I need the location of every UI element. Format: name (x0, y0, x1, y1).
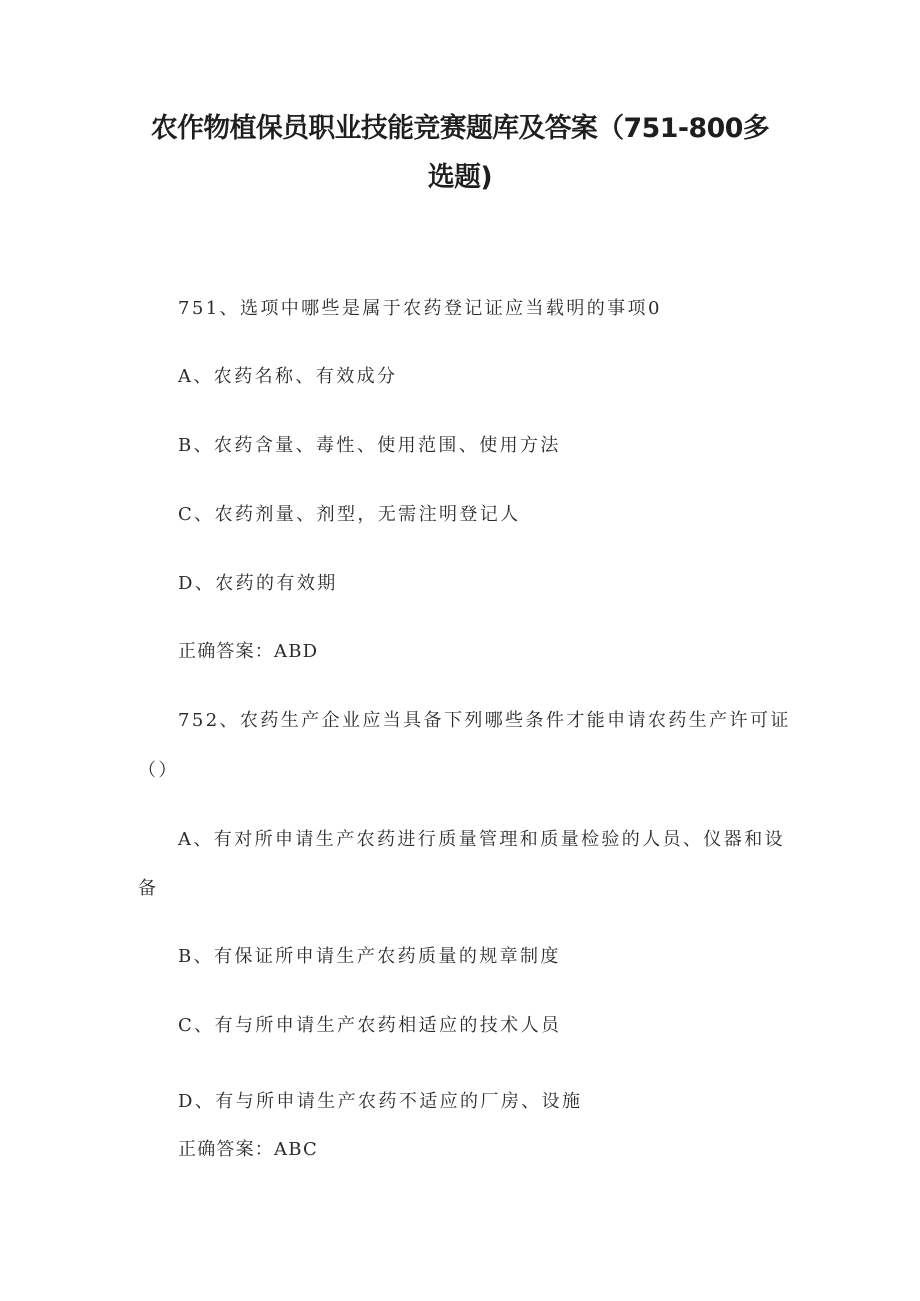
question-752-option-c: C、有与所申请生产农药相适应的技术人员 (178, 1015, 562, 1036)
question-752-option-a-line-1: A、有对所申请生产农药进行质量管理和质量检验的人员、仪器和设 (178, 829, 785, 850)
document-title-line-1: 农作物植保员职业技能竞赛题库及答案（751-800多 (150, 113, 770, 144)
question-752-answer: 正确答案：ABC (178, 1139, 318, 1160)
question-752-option-a-line-2: 备 (138, 878, 159, 899)
question-752-stem-line-2: （） (138, 760, 179, 781)
question-752-option-b: B、有保证所申请生产农药质量的规章制度 (178, 946, 561, 967)
question-752-option-d: D、有与所申请生产农药不适应的厂房、设施 (178, 1091, 583, 1112)
question-751-option-a: A、农药名称、有效成分 (178, 366, 398, 387)
question-752-stem-line-1: 752、农药生产企业应当具备下列哪些条件才能申请农药生产许可证 (178, 710, 791, 731)
question-751-answer: 正确答案：ABD (178, 641, 319, 662)
question-751-option-b: B、农药含量、毒性、使用范围、使用方法 (178, 435, 561, 456)
question-751-option-c: C、农药剂量、剂型，无需注明登记人 (178, 504, 521, 525)
question-751-option-d: D、农药的有效期 (178, 573, 338, 594)
document-title-line-2: 选题) (427, 162, 493, 193)
question-751-stem: 751、选项中哪些是属于农药登记证应当载明的事项0 (178, 298, 662, 319)
